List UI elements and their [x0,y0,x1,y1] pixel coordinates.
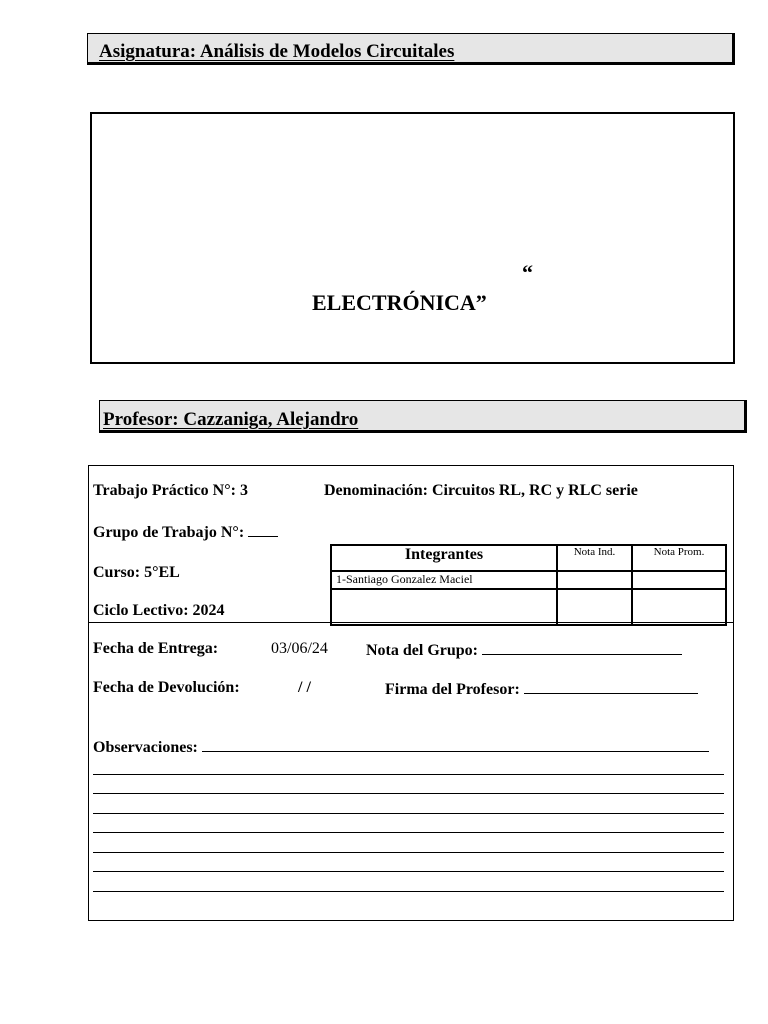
observation-line[interactable] [93,774,724,775]
member-name-cell[interactable]: 1-Santiago Gonzalez Maciel [331,571,557,589]
section-divider [89,622,733,623]
table-row [331,589,726,625]
table-row [331,571,726,589]
observations-blank[interactable] [202,737,709,752]
observations-field[interactable] [93,737,709,757]
group-number-field[interactable] [93,522,278,542]
tp-number: Trabajo Práctico N°: 3 [93,482,248,499]
nota-prom-cell[interactable] [632,589,726,625]
group-number-label: Grupo de Trabajo N°: [93,524,245,541]
observation-line[interactable] [93,793,724,794]
document-title: ELECTRÓNICA” [312,290,487,315]
delivery-date-label: Fecha de Entrega: [93,640,219,657]
subject-banner [87,33,735,65]
group-grade-label: Nota del Grupo: [366,642,478,659]
observation-line[interactable] [93,832,724,833]
info-box [88,465,734,921]
nota-ind-header: Nota Ind. [557,545,632,571]
members-table [330,544,727,626]
group-grade-field[interactable] [366,640,682,660]
return-date-label: Fecha de Devolución: [93,679,240,696]
school-year: Ciclo Lectivo: 2024 [93,602,225,619]
tp-denomination: Denominación: Circuitos RL, RC y RLC serie [324,482,638,499]
members-header-row [331,545,726,571]
group-grade-blank[interactable] [482,640,682,655]
professor-signature-field[interactable] [385,679,698,699]
professor-banner [99,400,747,433]
nota-prom-header: Nota Prom. [632,545,726,571]
title-box [90,112,735,364]
title-open-quote: “ [522,260,533,285]
member-name-cell[interactable] [331,589,557,625]
observation-line[interactable] [93,813,724,814]
course: Curso: 5°EL [93,564,180,581]
delivery-date-value[interactable]: 03/06/24 [271,640,328,657]
members-header: Integrantes [331,545,557,571]
observation-line[interactable] [93,871,724,872]
observation-line[interactable] [93,891,724,892]
professor-name: Profesor: Cazzaniga, Alejandro [103,409,359,430]
subject-title: Asignatura: Análisis de Modelos Circuitales [99,41,455,62]
observations-label: Observaciones: [93,739,198,756]
professor-signature-blank[interactable] [524,679,698,694]
observation-line[interactable] [93,852,724,853]
return-date-value[interactable]: / / [298,679,311,696]
professor-signature-label: Firma del Profesor: [385,681,520,698]
group-number-blank[interactable] [248,522,278,537]
nota-prom-cell[interactable] [632,571,726,589]
nota-ind-cell[interactable] [557,589,632,625]
nota-ind-cell[interactable] [557,571,632,589]
